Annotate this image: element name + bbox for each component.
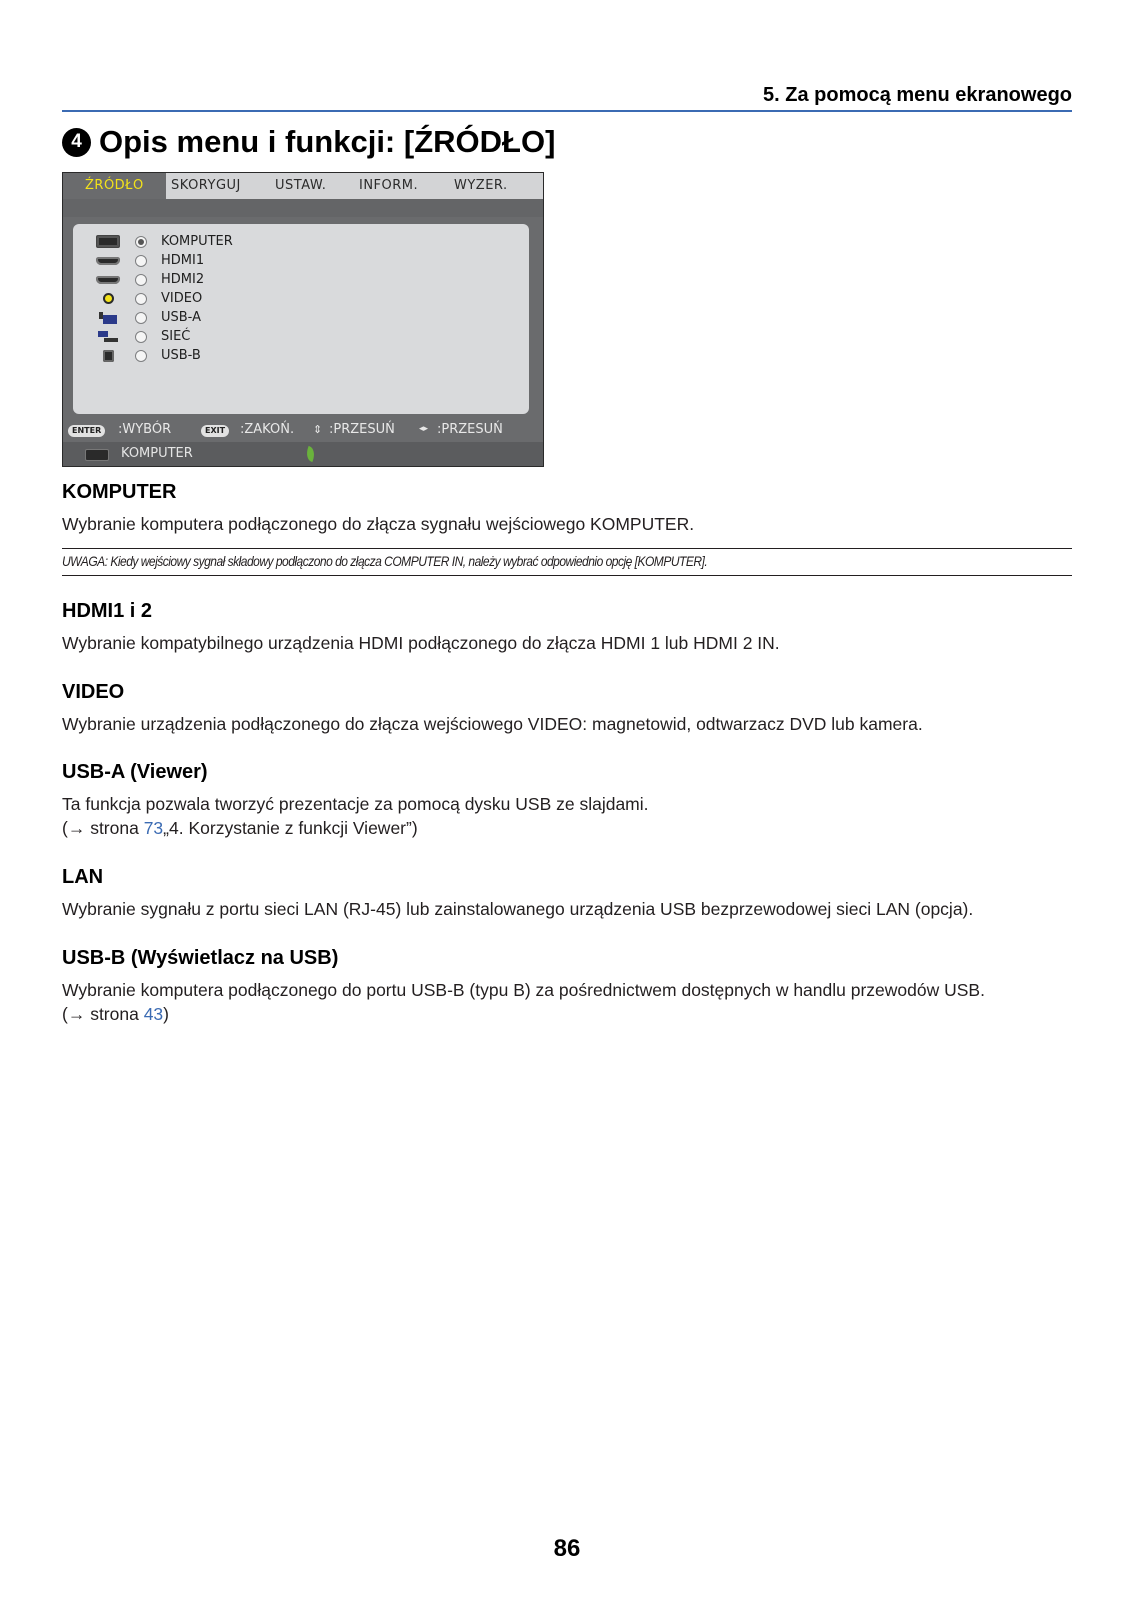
- text-usb-a: Ta funkcja pozwala tworzyć prezentacje za pomocą dysku USB ze slajdami.: [62, 794, 649, 814]
- source-item-komputer[interactable]: [73, 232, 529, 251]
- osd-source-panel: [73, 224, 529, 414]
- usb-b-icon: [95, 349, 121, 363]
- text-video: Wybranie urządzenia podłączonego do złącza wejściowego VIDEO: magnetowid, odtwarzacz DVD lub kamera.: [62, 714, 923, 734]
- reference-usb-a: [62, 818, 418, 839]
- hdmi-icon: [95, 273, 121, 287]
- heading-usb-a: USB-A (Viewer): [62, 761, 208, 783]
- source-label: SIEĆ: [161, 329, 191, 344]
- source-label: USB-B: [161, 348, 201, 363]
- hdmi-icon: [95, 254, 121, 268]
- text-komputer: Wybranie komputera podłączonego do złącza sygnału wejściowego KOMPUTER.: [62, 514, 695, 534]
- osd-tab-reset[interactable]: WYZER.: [454, 178, 508, 193]
- source-item-hdmi1[interactable]: [73, 251, 529, 270]
- vga-icon: [95, 235, 121, 249]
- text-hdmi: Wybranie kompatybilnego urządzenia HDMI podłączonego do złącza HDMI 1 lub HDMI 2 IN.: [62, 633, 780, 653]
- heading-video: VIDEO: [62, 681, 125, 703]
- osd-status-bar: [63, 442, 543, 466]
- radio-komputer[interactable]: [135, 236, 147, 248]
- source-label: KOMPUTER: [161, 234, 233, 249]
- osd-tab-source[interactable]: ŹRÓDŁO: [63, 173, 166, 199]
- exit-hint: :ZAKOŃ.: [240, 422, 295, 437]
- current-source-label: KOMPUTER: [121, 446, 193, 461]
- lan-icon: [95, 330, 121, 344]
- leftright-arrow-icon: ◂▸: [419, 424, 429, 434]
- reference-usb-b: [62, 1004, 169, 1025]
- source-label: HDMI1: [161, 253, 205, 268]
- source-label: HDMI2: [161, 272, 205, 287]
- usb-a-icon: [95, 311, 121, 325]
- ref-suffix: ): [163, 1004, 169, 1024]
- osd-tab-adjust[interactable]: SKORYGUJ: [171, 178, 241, 193]
- source-item-video[interactable]: [73, 289, 529, 308]
- osd-menu-screenshot: [62, 172, 544, 467]
- heading-komputer: KOMPUTER: [62, 481, 177, 503]
- radio-video[interactable]: [135, 293, 147, 305]
- video-icon: [95, 292, 121, 306]
- text-lan: Wybranie sygnału z portu sieci LAN (RJ-45) lub zainstalowanego urządzenia USB bezprzewodowej sieci LAN (opcja).: [62, 899, 974, 919]
- source-item-lan[interactable]: [73, 327, 529, 346]
- osd-strip: [63, 199, 543, 217]
- leaf-icon: [304, 446, 317, 462]
- page-title: [62, 124, 555, 160]
- enter-key-icon: ENTER: [68, 425, 105, 437]
- source-item-hdmi2[interactable]: [73, 270, 529, 289]
- header-rule: [62, 110, 1072, 112]
- radio-usb-a[interactable]: [135, 312, 147, 324]
- page-title-text: Opis menu i funkcji: [ŹRÓDŁO]: [99, 124, 556, 159]
- exit-key-icon: EXIT: [201, 425, 229, 437]
- osd-tab-info[interactable]: INFORM.: [359, 178, 419, 193]
- source-label: VIDEO: [161, 291, 203, 306]
- page-link-43[interactable]: 43: [143, 1004, 164, 1024]
- note-text: UWAGA: Kiedy wejściowy sygnał składowy podłączono do złącza COMPUTER IN, należy wybrać odpowiednio opcję [KOMPUTER].: [62, 553, 708, 569]
- page-number: 86: [553, 1535, 581, 1562]
- enter-hint: :WYBÓR: [118, 422, 172, 437]
- source-item-usb-b[interactable]: [73, 346, 529, 365]
- osd-footer: [63, 420, 543, 442]
- radio-usb-b[interactable]: [135, 350, 147, 362]
- heading-lan: LAN: [62, 866, 104, 888]
- note-box: [62, 548, 1072, 576]
- source-label: USB-A: [161, 310, 201, 325]
- leftright-hint: :PRZESUŃ: [437, 422, 503, 437]
- heading-hdmi: HDMI1 i 2: [62, 600, 153, 622]
- heading-usb-b: USB-B (Wyświetlacz na USB): [62, 947, 339, 969]
- section-number-badge: 4: [62, 128, 91, 157]
- updown-arrow-icon: ⇕: [313, 423, 323, 436]
- ref-suffix: „4. Korzystanie z funkcji Viewer”): [163, 818, 418, 838]
- ref-prefix: (→ strona: [62, 818, 144, 838]
- radio-lan[interactable]: [135, 331, 147, 343]
- page-link-73[interactable]: 73: [143, 818, 164, 838]
- osd-tab-setup[interactable]: USTAW.: [275, 178, 327, 193]
- radio-hdmi2[interactable]: [135, 274, 147, 286]
- ref-prefix: (→ strona: [62, 1004, 144, 1024]
- vga-icon: [85, 449, 109, 461]
- osd-tab-bar: [63, 173, 543, 199]
- running-head: 5. Za pomocą menu ekranowego: [763, 84, 1072, 106]
- text-usb-b: Wybranie komputera podłączonego do portu USB-B (typu B) za pośrednictwem dostępnych w handlu przewodów USB.: [62, 980, 985, 1000]
- radio-hdmi1[interactable]: [135, 255, 147, 267]
- source-item-usb-a[interactable]: [73, 308, 529, 327]
- updown-hint: :PRZESUŃ: [329, 422, 395, 437]
